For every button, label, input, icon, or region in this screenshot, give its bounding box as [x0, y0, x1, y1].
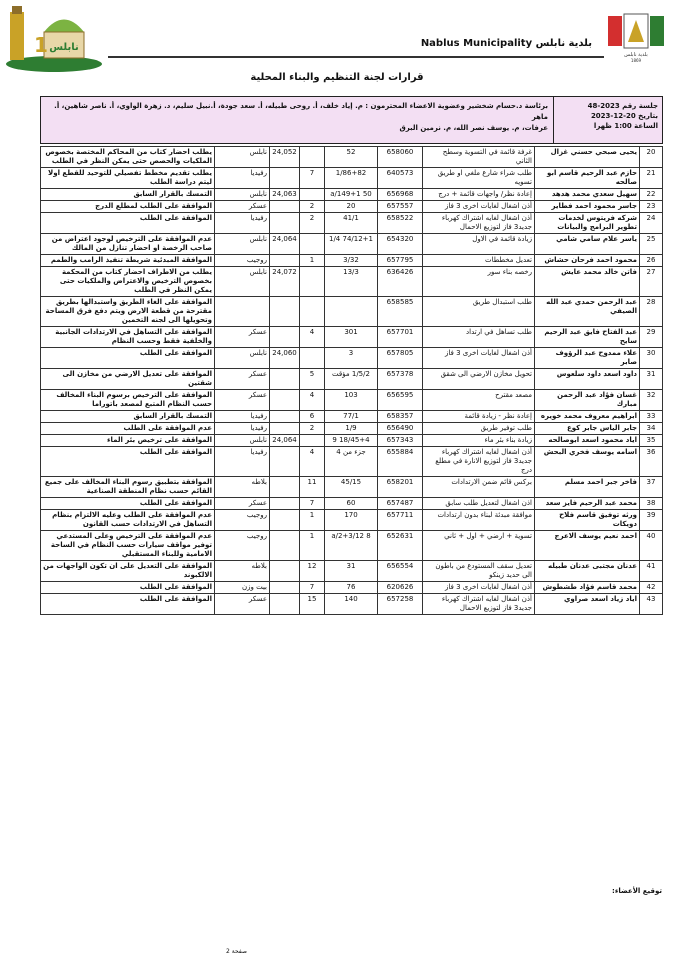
session-meta [558, 101, 658, 131]
parcel-number: 18/45+4 9 [325, 435, 378, 447]
parcel-number: 76 [325, 582, 378, 594]
file-number: 657258 [378, 594, 423, 615]
basin-number: 1 [300, 255, 325, 267]
session-info-bar [40, 96, 663, 144]
area-code: 24,052 [270, 147, 300, 168]
area-code [270, 327, 300, 348]
request-description: تسوية + ارضي + اول + ثاني [423, 531, 535, 561]
file-number: 652631 [378, 531, 423, 561]
file-number: 658060 [378, 147, 423, 168]
row-number: 43 [640, 594, 663, 615]
location: نابلس [215, 234, 270, 255]
applicant-name: محمود احمد فرحان حشاش [535, 255, 640, 267]
decision-text: التمسك بالقرار السابق [41, 411, 215, 423]
basin-number: 5 [300, 369, 325, 390]
table-row [41, 510, 663, 531]
decision-text: عدم الموافقة على الترخيص وعلى المستدعي توفير مواقف سيارات حسب النظام في الساحة الامامية وللبناء المستقبلي [41, 531, 215, 561]
table-row [41, 201, 663, 213]
parcel-number: 20 [325, 201, 378, 213]
row-number: 21 [640, 168, 663, 189]
location: نابلس [215, 147, 270, 168]
table-row [41, 369, 663, 390]
table-row [41, 411, 663, 423]
applicant-name: اياد زياد اسعد صراوي [535, 594, 640, 615]
row-number: 40 [640, 531, 663, 561]
location: رفيديا [215, 168, 270, 189]
parcel-number: 45/15 [325, 477, 378, 498]
area-code [270, 201, 300, 213]
row-number: 37 [640, 477, 663, 498]
info-divider [553, 97, 554, 143]
parcel-number: 1/86+82 [325, 168, 378, 189]
decision-text: عدم الموافقة على الترخيص لوجود اعتراض من صاحب الرخصة او احضار تنازل من المالك [41, 234, 215, 255]
file-number: 658522 [378, 213, 423, 234]
location: رفيديا [215, 423, 270, 435]
parcel-number: 52 [325, 147, 378, 168]
location: عسكر [215, 390, 270, 411]
row-number: 41 [640, 561, 663, 582]
applicant-name: عدنان مجتبى عدنان طبيله [535, 561, 640, 582]
file-number: 620626 [378, 582, 423, 594]
area-code [270, 510, 300, 531]
applicant-name: ابراهيم معروف محمد خويره [535, 411, 640, 423]
decision-text: الموافقة على الغاء الطريق واستبدالها بطريق مقترحة من قطعة الارض ويتم دفع فرق المساحة وتحويلها الى لجنه التخمين [41, 297, 215, 327]
file-number: 657343 [378, 435, 423, 447]
area-code [270, 255, 300, 267]
parcel-number: 41/1 [325, 213, 378, 234]
row-number: 27 [640, 267, 663, 297]
row-number: 25 [640, 234, 663, 255]
area-code [270, 390, 300, 411]
location [215, 297, 270, 327]
area-code [270, 582, 300, 594]
location: نابلس [215, 348, 270, 369]
decision-text: الموافقة على الطلب [41, 213, 215, 234]
file-number: 656490 [378, 423, 423, 435]
file-number: 636426 [378, 267, 423, 297]
basin-number: 7 [300, 582, 325, 594]
row-number: 31 [640, 369, 663, 390]
request-description: اذن اشغال لتعديل طلب سابق [423, 498, 535, 510]
row-number: 36 [640, 447, 663, 477]
parcel-number: 301 [325, 327, 378, 348]
basin-number: 4 [300, 447, 325, 477]
row-number: 33 [640, 411, 663, 423]
municipality-name-ar: بلدية نابلس [535, 38, 592, 49]
file-number: 657795 [378, 255, 423, 267]
decision-text: الموافقة على الطلب [41, 582, 215, 594]
svg-text:1: 1 [34, 33, 48, 57]
municipality-name [421, 38, 592, 49]
file-number: 657557 [378, 201, 423, 213]
file-number: 657805 [378, 348, 423, 369]
table-row [41, 327, 663, 348]
location: رفيديا [215, 411, 270, 423]
row-number: 23 [640, 201, 663, 213]
applicant-name: محمد عبد الرحيم فايز سعد [535, 498, 640, 510]
applicant-name: ياسر علام سامي شامي [535, 234, 640, 255]
basin-number [300, 297, 325, 327]
applicant-name: جابر الياس جابر كوع [535, 423, 640, 435]
request-description: إعادة نظر/ واجهات قائمة + درج [423, 189, 535, 201]
session-attendees [47, 101, 548, 134]
request-description: أذن اشغال لغايه اشتراك كهرباء جديد3 فاز لتوزيع الاحمال [423, 594, 535, 615]
decision-text: الموافقة على ترخيص بئر الماء [41, 435, 215, 447]
location: نابلس [215, 189, 270, 201]
logo-right-sub: 1869 [630, 58, 642, 63]
decision-text: الموافقة على الطلب لمطلع الدرج [41, 201, 215, 213]
request-description: بركس قائم ضمن الارتدادات [423, 477, 535, 498]
basin-number: 12 [300, 561, 325, 582]
file-number: 657701 [378, 327, 423, 348]
decision-text: الموافقة على الطلب [41, 447, 215, 477]
basin-number: 6 [300, 411, 325, 423]
applicant-name: حازم عبد الرحيم قاسم ابو صالحه [535, 168, 640, 189]
request-description: إعادة نظر - زيادة قائمة [423, 411, 535, 423]
row-number: 34 [640, 423, 663, 435]
decision-text: الموافقة على التساهل في الارتدادات الجانبية والخلفية فقط وحسب النظام [41, 327, 215, 348]
request-description: أذن اشغال لغايات اخرى 3 فاز [423, 582, 535, 594]
row-number: 26 [640, 255, 663, 267]
file-number: 654320 [378, 234, 423, 255]
applicant-name: احمد نعيم يوسف الاعرج [535, 531, 640, 561]
request-description: طلب توفير طريق [423, 423, 535, 435]
request-description: موافقة مبدئة لبناء بدون ارتدادات [423, 510, 535, 531]
file-number: 657711 [378, 510, 423, 531]
row-number: 39 [640, 510, 663, 531]
parcel-number: 103 [325, 390, 378, 411]
parcel-number: جزء من 4 [325, 447, 378, 477]
row-number: 38 [640, 498, 663, 510]
decision-text: الموافقة على الطلب [41, 498, 215, 510]
table-row [41, 447, 663, 477]
basin-number: 2 [300, 213, 325, 234]
location: روجيب [215, 255, 270, 267]
file-number: 658585 [378, 297, 423, 327]
file-number: 658201 [378, 477, 423, 498]
parcel-number: 77/1 [325, 411, 378, 423]
basin-number [300, 267, 325, 297]
header-divider [108, 56, 604, 58]
decision-text: الموافقة على التعديل على ان تكون الواجهات من الالكبوند [41, 561, 215, 582]
applicant-name: فاتن خالد محمد عايش [535, 267, 640, 297]
area-code [270, 411, 300, 423]
applicant-name: اياد محمود اسعد ابوصالحه [535, 435, 640, 447]
location: رفيديا [215, 213, 270, 234]
area-code [270, 297, 300, 327]
file-number: 656595 [378, 390, 423, 411]
logo-right-text: بلدية نابلس [624, 52, 648, 58]
applicant-name: سهيل سعدي محمد هدهد [535, 189, 640, 201]
location: رفيديا [215, 447, 270, 477]
decision-text: يطلب تقديم مخطط تفصيلي للتوحيد للقطع اولا ليتم دراسة الطلب [41, 168, 215, 189]
parcel-number: 60 [325, 498, 378, 510]
basin-number: 1 [300, 510, 325, 531]
table-row [41, 435, 663, 447]
table-row [41, 168, 663, 189]
request-description: أذن اشغال لغايات اخرى 3 فاز [423, 348, 535, 369]
logo-left-text: نابلس [49, 42, 79, 53]
decision-text: يطلب احضار كتاب من المحاكم المختصة بخصوص الملكيات والحصص حتى يمكن النظر في الطلب [41, 147, 215, 168]
location: بلاطه [215, 477, 270, 498]
area-code [270, 594, 300, 615]
request-description: تحويل مخازن الارضي الى شقق [423, 369, 535, 390]
location: عسكر [215, 498, 270, 510]
decision-text: التمسك بالقرار السابق [41, 189, 215, 201]
applicant-name: علاء ممدوح عبد الرؤوف صابر [535, 348, 640, 369]
file-number: 656554 [378, 561, 423, 582]
parcel-number: a/149+1 50 [325, 189, 378, 201]
decision-text: الموافقة بتطبيق رسوم البناء المخالف على جميع القائم حسب نظام المنطقة الصناعية [41, 477, 215, 498]
table-row [41, 234, 663, 255]
row-number: 20 [640, 147, 663, 168]
table-row [41, 531, 663, 561]
signatures-label: توقيع الأعضاء: [612, 887, 662, 895]
decision-text: الموافقة على الطلب [41, 348, 215, 369]
applicant-name: فاخر جبر احمد مسلم [535, 477, 640, 498]
basin-number [300, 189, 325, 201]
request-description: زيادة بناء بئر ماء [423, 435, 535, 447]
parcel-number: 3/32 [325, 255, 378, 267]
basin-number: 7 [300, 498, 325, 510]
page-number: صفحة 2 [226, 948, 247, 955]
area-code [270, 369, 300, 390]
applicant-name: عبد الفتاح فايق عبد الرحيم سايح [535, 327, 640, 348]
applicant-name: ورثه توفيق قاسم فلاح دويكات [535, 510, 640, 531]
parcel-number: 170 [325, 510, 378, 531]
request-description: زيادة قائمة في الاول [423, 234, 535, 255]
page-title: قرارات لجنة التنظيم والبناء المحلية [250, 72, 424, 83]
basin-number [300, 234, 325, 255]
basin-number: 1 [300, 531, 325, 561]
request-description: أذن اشغال لغايه اشتراك كهرباء جديد3 فاز لتوزيع الاحمال [423, 213, 535, 234]
request-description: تعديل سقف المستودع من باطون الى حديد زينكو [423, 561, 535, 582]
table-row [41, 594, 663, 615]
parcel-number [325, 297, 378, 327]
table-row [41, 255, 663, 267]
basin-number: 4 [300, 327, 325, 348]
session-time: الساعة 1:00 ظهرا [593, 122, 658, 130]
decision-text: الموافقة على تعديل الارضي من مخازن الى شقتين [41, 369, 215, 390]
file-number: 657378 [378, 369, 423, 390]
request-description: أذن اشغال لغايات اخرى 3 فاز [423, 201, 535, 213]
parcel-number: 13/3 [325, 267, 378, 297]
area-code [270, 213, 300, 234]
table-row [41, 390, 663, 411]
parcel-number: 1/5/2 مؤقت [325, 369, 378, 390]
file-number: 640573 [378, 168, 423, 189]
municipality-emblem [606, 12, 666, 64]
file-number: 658357 [378, 411, 423, 423]
request-description: طلب استبدال طريق [423, 297, 535, 327]
basin-number [300, 435, 325, 447]
basin-number [300, 147, 325, 168]
decision-text: يطلب من الاطراف احضار كتاب من المحكمة بخصوص الترخيص والاعتراض والملكيات حتى يمكن النظر في الطلب [41, 267, 215, 297]
area-code: 24,064 [270, 435, 300, 447]
decisions-table [40, 146, 663, 615]
row-number: 28 [640, 297, 663, 327]
area-code [270, 423, 300, 435]
area-code [270, 168, 300, 189]
table-row [41, 348, 663, 369]
session-number: جلسة رقم 2023-48 [587, 102, 658, 110]
location: نابلس [215, 435, 270, 447]
municipality-name-en: Nablus Municipality [420, 38, 533, 49]
applicant-name: عبد الرحمن حمدي عبد الله الصيفي [535, 297, 640, 327]
area-code [270, 561, 300, 582]
row-number: 22 [640, 189, 663, 201]
file-number: 655884 [378, 447, 423, 477]
row-number: 42 [640, 582, 663, 594]
parcel-number: 140 [325, 594, 378, 615]
request-description: تعديل مخططات [423, 255, 535, 267]
request-description: رخصه بناء سور [423, 267, 535, 297]
table-row [41, 561, 663, 582]
table-row [41, 267, 663, 297]
location: روجيب [215, 510, 270, 531]
row-number: 29 [640, 327, 663, 348]
area-code: 24,064 [270, 234, 300, 255]
parcel-number: 1/9 [325, 423, 378, 435]
request-description: طلب شراء شارع ملغي او طريق تسويه [423, 168, 535, 189]
table-row [41, 498, 663, 510]
basin-number: 11 [300, 477, 325, 498]
decision-text: الموافقة المبدئية شريطة تنفيذ الرامب والطمم [41, 255, 215, 267]
attendees-line-1: برئاسة د.حسام شخشير وعضوية الاعضاء المحترمون : م. إياد خلف، أ. روحى طبيله، أ. سعد جودة، أ.نبيل سليم، د. زهرة الواوي، أ. ناصر شاهين، أ. ماهر [54, 102, 548, 121]
request-description: طلب تساهل في ارتداد [423, 327, 535, 348]
table-row [41, 477, 663, 498]
parcel-number: 31 [325, 561, 378, 582]
location: روجيب [215, 531, 270, 561]
location: بيت وزن [215, 582, 270, 594]
applicant-name: اسامه يوسف فخري البحش [535, 447, 640, 477]
table-row [41, 213, 663, 234]
file-number: 656968 [378, 189, 423, 201]
location: نابلس [215, 267, 270, 297]
location: عسكر [215, 369, 270, 390]
basin-number: 4 [300, 390, 325, 411]
applicant-name: يحيى صبحي حسني غزال [535, 147, 640, 168]
request-description: غرفة قائمة في التسوية وسطح الثاني [423, 147, 535, 168]
table-row [41, 582, 663, 594]
parcel-number: 74/12+1 1/4 [325, 234, 378, 255]
area-code [270, 447, 300, 477]
area-code: 24,063 [270, 189, 300, 201]
parcel-number: a/2+3/12 8 [325, 531, 378, 561]
attendees-line-2: عرفات، م. يوسف نصر الله، م. نرمين البرق [399, 124, 548, 132]
decision-text: عدم الموافقة على الطلب [41, 423, 215, 435]
applicant-name: داود اسعد داود سلعوس [535, 369, 640, 390]
session-date: بتاريخ 20-12-2023 [590, 112, 658, 120]
basin-number: 2 [300, 201, 325, 213]
applicant-name: محمد قاسم فؤاد طشطوش [535, 582, 640, 594]
basin-number: 15 [300, 594, 325, 615]
file-number: 657487 [378, 498, 423, 510]
decision-text: الموافقة على الطلب [41, 594, 215, 615]
basin-number [300, 348, 325, 369]
table-row [41, 147, 663, 168]
applicant-name: جاسر محمود احمد فطاير [535, 201, 640, 213]
location: عسكر [215, 327, 270, 348]
decision-text: الموافقة على الترخيص برسوم البناء المخالف حسب النظام المتبع لمصعد باتوراما [41, 390, 215, 411]
location: عسكر [215, 594, 270, 615]
nablus-city-logo [4, 2, 104, 82]
table-row [41, 189, 663, 201]
row-number: 32 [640, 390, 663, 411]
area-code [270, 498, 300, 510]
area-code [270, 531, 300, 561]
request-description: أذن اشغال لغايه اشتراك كهرباء جديد3 فاز لتوزيع الانارة في مطلع درج [423, 447, 535, 477]
location: عسكر [215, 201, 270, 213]
parcel-number: 3 [325, 348, 378, 369]
applicant-name: شركه فريتوس لخدمات تطوير البرامج والبيانات [535, 213, 640, 234]
location: بلاطه [215, 561, 270, 582]
area-code [270, 477, 300, 498]
basin-number: 2 [300, 423, 325, 435]
request-description: مصعد مقترح [423, 390, 535, 411]
row-number: 30 [640, 348, 663, 369]
area-code: 24,060 [270, 348, 300, 369]
row-number: 24 [640, 213, 663, 234]
basin-number: 7 [300, 168, 325, 189]
row-number: 35 [640, 435, 663, 447]
table-row [41, 423, 663, 435]
area-code: 24,072 [270, 267, 300, 297]
table-row [41, 297, 663, 327]
applicant-name: غسان فؤاد عبد الرحمن مبارك [535, 390, 640, 411]
decision-text: عدم الموافقة على الطلب وعليه الالتزام بنظام التساهل في الارتدادات حسب القانون [41, 510, 215, 531]
